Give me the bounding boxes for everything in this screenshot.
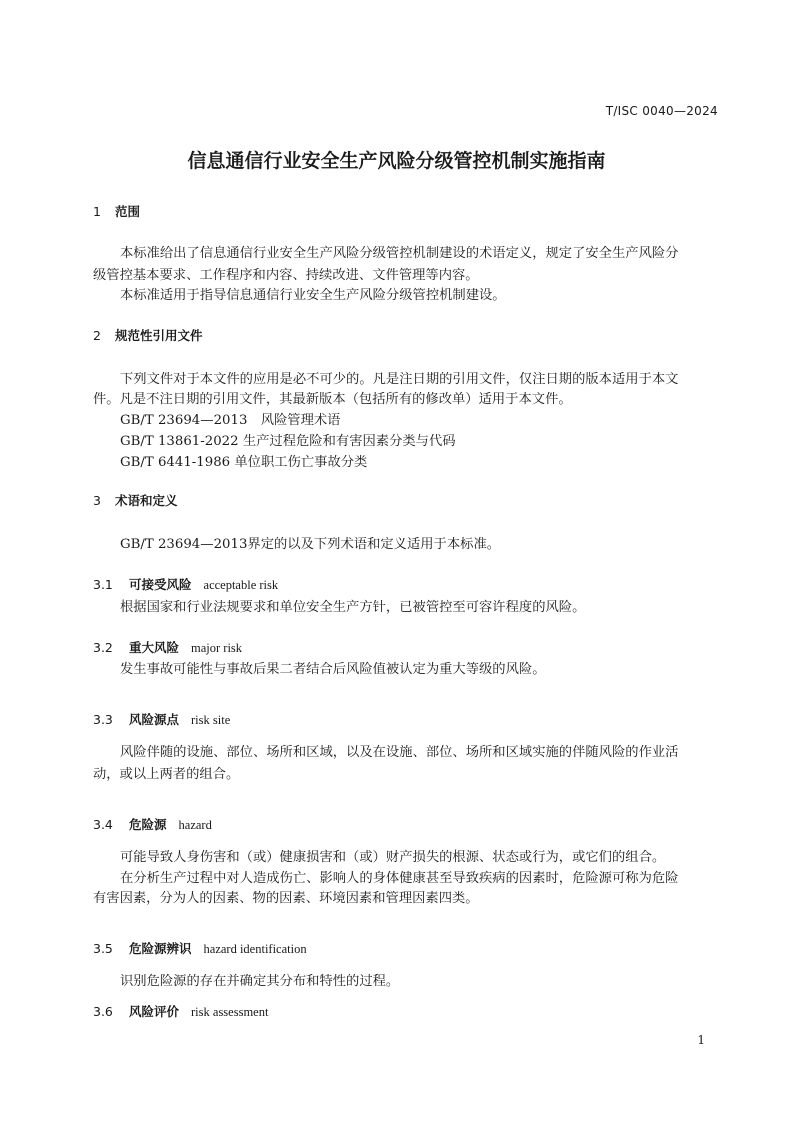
- section-title: 规范性引用文件: [115, 328, 203, 343]
- reference-item: GB/T 6441-1986 单位职工伤亡事故分类: [120, 455, 368, 470]
- section-3-heading: [93, 491, 178, 509]
- term-english: risk assessment: [191, 1005, 269, 1019]
- term-number: 3.4: [93, 817, 113, 832]
- term-3-5-heading: [93, 939, 307, 957]
- term-chinese: 危险源辨识: [129, 941, 192, 956]
- paragraph-line: 件。凡是不注日期的引用文件，其最新版本（包括所有的修改单）适用于本文件。: [93, 392, 572, 407]
- term-3-1-heading: [93, 575, 278, 593]
- reference-item: GB/T 23694—2013 风险管理术语: [120, 413, 341, 428]
- term-english: hazard: [178, 818, 212, 832]
- definition-line: 风险伴随的设施、部位、场所和区域，以及在设施、部位、场所和区域实施的伴随风险的作业活: [120, 745, 679, 760]
- term-chinese: 可接受风险: [129, 577, 192, 592]
- section-number: 2: [93, 328, 101, 343]
- definition-line: 动，或以上两者的组合。: [93, 767, 240, 782]
- paragraph-line: 本标准适用于指导信息通信行业安全生产风险分级管控机制建设。: [120, 288, 506, 303]
- term-3-2-heading: [93, 638, 242, 656]
- term-number: 3.6: [93, 1004, 113, 1019]
- definition-line: 识别危险源的存在并确定其分布和特性的过程。: [120, 974, 400, 989]
- section-title: 范围: [115, 204, 141, 219]
- definition-line: 有害因素，分为人的因素、物的因素、环境因素和管理因素四类。: [93, 891, 479, 906]
- term-english: major risk: [191, 641, 243, 655]
- section-number: 3: [93, 493, 101, 508]
- section-number: 1: [93, 204, 101, 219]
- section-1-heading: [93, 202, 140, 220]
- term-chinese: 风险源点: [129, 712, 180, 727]
- section-2-heading: [93, 326, 203, 344]
- paragraph-line: 下列文件对于本文件的应用是必不可少的。凡是注日期的引用文件，仅注日期的版本适用于本文: [120, 372, 679, 387]
- term-3-3-heading: [93, 710, 230, 728]
- term-number: 3.2: [93, 640, 113, 655]
- document-title: 信息通信行业安全生产风险分级管控机制实施指南: [187, 150, 606, 172]
- term-number: 3.5: [93, 941, 113, 956]
- term-chinese: 风险评价: [129, 1004, 180, 1019]
- paragraph-line: 级管控基本要求、工作程序和内容、持续改进、文件管理等内容。: [93, 268, 479, 283]
- definition-line: 发生事故可能性与事故后果二者结合后风险值被认定为重大等级的风险。: [120, 662, 546, 677]
- paragraph-line: GB/T 23694—2013界定的以及下列术语和定义适用于本标准。: [120, 537, 501, 552]
- term-3-6-heading: [93, 1002, 268, 1020]
- term-number: 3.1: [93, 577, 113, 592]
- definition-line: 可能导致人身伤害和（或）健康损害和（或）财产损失的根源、状态或行为，或它们的组合。: [120, 850, 666, 865]
- term-3-4-heading: [93, 815, 212, 833]
- term-english: risk site: [191, 713, 231, 727]
- term-english: hazard identification: [203, 942, 307, 956]
- term-english: acceptable risk: [203, 578, 279, 592]
- reference-item: GB/T 13861-2022 生产过程危险和有害因素分类与代码: [120, 434, 456, 449]
- definition-line: 根据国家和行业法规要求和单位安全生产方针，已被管控至可容许程度的风险。: [120, 600, 586, 615]
- term-chinese: 危险源: [129, 817, 167, 832]
- definition-line: 在分析生产过程中对人造成伤亡、影响人的身体健康甚至导致疾病的因素时，危险源可称为危险: [120, 871, 679, 886]
- term-number: 3.3: [93, 712, 113, 727]
- standard-code: T/ISC 0040—2024: [605, 104, 718, 118]
- page-number: 1: [697, 1033, 705, 1047]
- paragraph-line: 本标准给出了信息通信行业安全生产风险分级管控机制建设的术语定义，规定了安全生产风险分: [120, 246, 679, 261]
- section-title: 术语和定义: [115, 493, 178, 508]
- term-chinese: 重大风险: [129, 640, 180, 655]
